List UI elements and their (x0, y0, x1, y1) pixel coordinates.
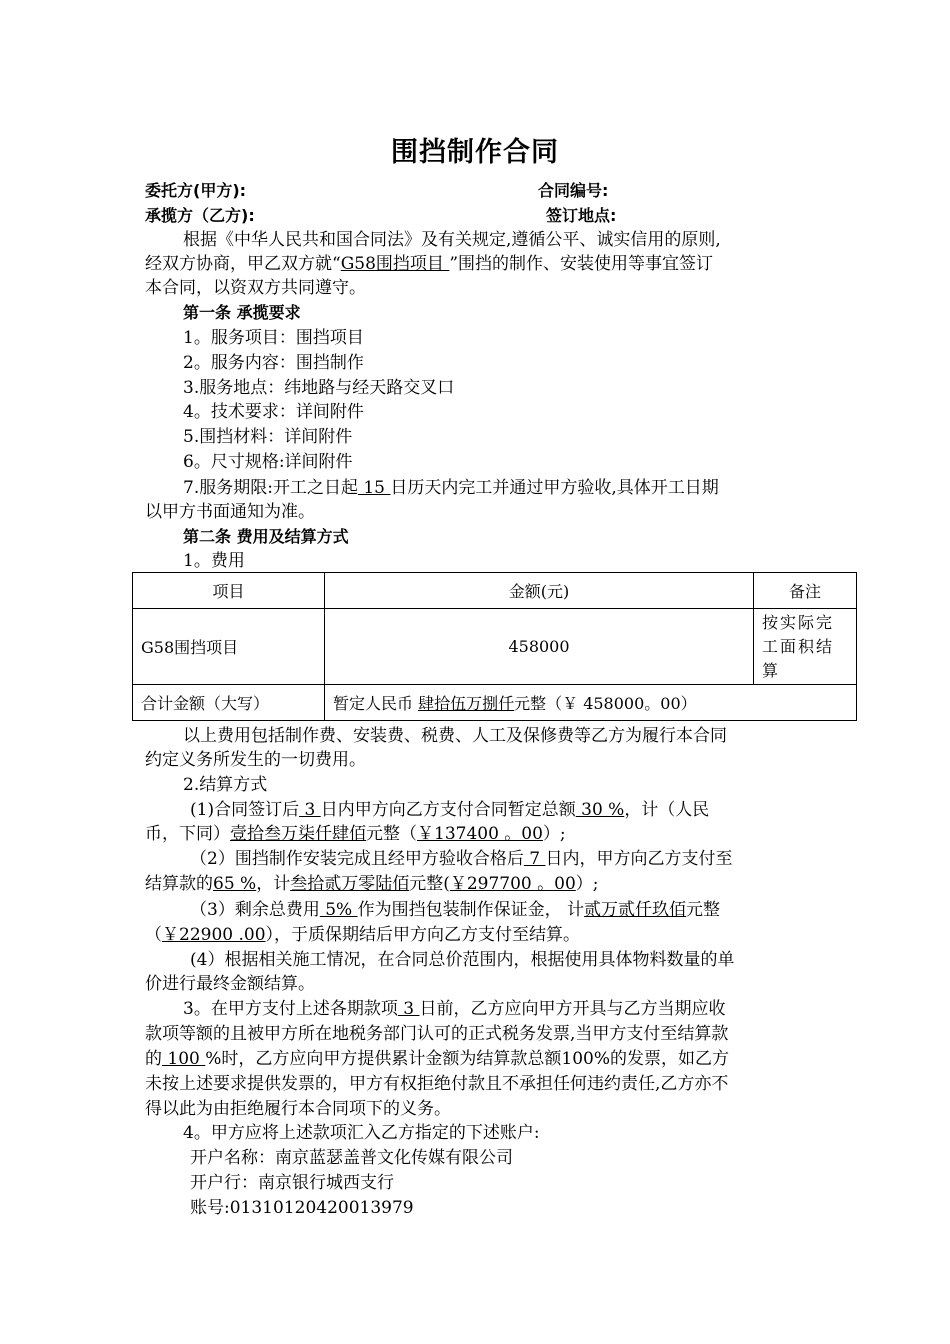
intro-text: ”围挡的制作、安装使用等事宜签订 (449, 254, 714, 274)
total-suffix: 元整（￥ 458000。00） (514, 694, 697, 713)
payment-days: 7 (523, 849, 546, 869)
article-1-item: 1。服务项目：围挡项目 (183, 328, 364, 348)
payment-text: （ (145, 925, 162, 945)
payment-percent: 30 % (575, 800, 625, 820)
table-header-cell: 备注 (754, 573, 857, 609)
article-2-heading: 第二条 费用及结算方式 (183, 527, 349, 546)
table-header-cell: 金额(元) (325, 573, 754, 609)
account-number: 账号:01310120420013979 (190, 1198, 414, 1218)
account-name: 开户名称：南京蓝瑟盖普文化传媒有限公司 (190, 1148, 513, 1168)
settlement-subheading: 2.结算方式 (183, 775, 268, 795)
article-1-item: 3.服务地点：纬地路与经天路交叉口 (183, 378, 455, 398)
table-cell-item: G58围挡项目 (133, 609, 325, 685)
payment-text: （3）剩余总费用 (190, 900, 320, 920)
service-period-cont: 以甲方书面通知为准。 (145, 502, 315, 522)
invoice-text: %时，乙方应向甲方提供累计金额为结算款总额100%的发票，如乙方 (205, 1049, 730, 1069)
document-title: 围挡制作合同 (391, 137, 559, 168)
invoice-clause-cont (145, 1047, 810, 1071)
total-amount (325, 685, 857, 721)
payment-text: 作为围挡包装制作保证金， 计 (357, 900, 585, 920)
payment-upper: 壹拾叁万柒仟肆佰 (230, 824, 366, 844)
invoice-clause-cont: 得以此为由拒绝履行本合同项下的义务。 (145, 1099, 451, 1119)
party-a-label: 委托方(甲方): (145, 181, 247, 200)
table-header-cell: 项目 (133, 573, 325, 609)
payment-text: 元整（ (366, 824, 417, 844)
payment-text: 结算款的 (145, 874, 213, 894)
payment-percent: 65 % (213, 874, 257, 894)
payment-2-cont (145, 872, 810, 896)
payment-text: 元整 (686, 900, 721, 920)
intro-line-3: 本合同，以资双方共同遵守。 (145, 278, 366, 298)
fee-subheading: 1。费用 (183, 551, 245, 571)
account-clause: 4。甲方应将上述款项汇入乙方指定的下述账户: (183, 1123, 540, 1143)
total-prefix: 暂定人民币 (333, 694, 419, 713)
intro-line-2 (145, 252, 810, 276)
article-1-item: 4。技术要求：详间附件 (183, 402, 364, 422)
payment-text: 日内甲方向乙方支付合同暂定总额 (320, 800, 576, 820)
total-upper: 肆拾伍万捌仟 (418, 694, 515, 713)
service-period (183, 476, 848, 500)
contract-number-label: 合同编号: (538, 181, 609, 200)
payment-3 (190, 898, 855, 922)
article-1-item: 5.围挡材料：详间附件 (183, 427, 353, 447)
payment-3-cont (145, 923, 810, 947)
invoice-text: 日前，乙方应向甲方开具与乙方当期应收 (419, 999, 726, 1019)
payment-amount: ￥22900 .00 (162, 925, 266, 945)
payment-2 (190, 847, 855, 871)
intro-line-1: 根据《中华人民共和国合同法》及有关规定,遵循公平、诚实信用的原则, (183, 230, 721, 250)
article-1-heading: 第一条 承揽要求 (183, 303, 301, 322)
payment-text: 日内，甲方向乙方支付至 (545, 849, 733, 869)
payment-text: （2）围挡制作安装完成且经甲方验收合格后 (190, 849, 524, 869)
payment-amount: ￥137400 。00 (417, 824, 543, 844)
invoice-days: 3 (397, 999, 420, 1019)
intro-text: 经双方协商，甲乙双方就“ (145, 254, 341, 274)
service-period-text: 日历天内完工并通过甲方验收,具体开工日期 (390, 478, 719, 498)
account-bank: 开户行：南京银行城西支行 (190, 1173, 394, 1193)
table-total-row (133, 685, 857, 721)
fee-note: 约定义务所发生的一切费用。 (145, 750, 366, 770)
invoice-text: 的 (145, 1049, 162, 1069)
payment-upper: 叁拾贰万零陆佰 (290, 874, 410, 894)
fee-note: 以上费用包括制作费、安装费、税费、人工及保修费等乙方为履行本合同 (183, 726, 727, 746)
payment-text: ，计（人民 (624, 800, 710, 820)
payment-text: ），于质保期结后甲方向乙方支付至结算。 (265, 925, 581, 945)
total-label: 合计金额（大写） (133, 685, 325, 721)
payment-text: (1)合同签订后 (190, 800, 300, 820)
payment-text: ，计 (256, 874, 291, 894)
table-cell-remark: 按实际完工面积结算 (754, 609, 857, 685)
invoice-percent: 100 (162, 1049, 206, 1069)
invoice-clause-cont: 款项等额的且被甲方所在地税务部门认可的正式税务发票,当甲方支付至结算款 (145, 1024, 729, 1044)
invoice-clause (183, 997, 848, 1021)
payment-text: 元整( (409, 874, 450, 894)
table-header-row (133, 573, 857, 609)
project-name: G58围挡项目 (340, 254, 450, 274)
table-cell-amount: 458000 (325, 609, 754, 685)
article-1-item: 2。服务内容：围挡制作 (183, 353, 364, 373)
article-1-item: 6。尺寸规格:详间附件 (183, 452, 353, 472)
payment-4: (4）根据相关施工情况，在合同总价范围内，根据使用具体物料数量的单 (190, 950, 735, 970)
service-period-text: 7.服务期限:开工之日起 (183, 478, 358, 498)
payment-upper: 贰万贰仟玖佰 (584, 900, 687, 920)
payment-amount: ￥297700 。00 (449, 874, 576, 894)
party-b-label: 承揽方（乙方): (145, 206, 255, 225)
table-row (133, 609, 857, 685)
payment-text: 币，下同） (145, 824, 230, 844)
payment-percent: 5% (319, 900, 358, 920)
service-period-days: 15 (357, 478, 391, 498)
payment-1 (190, 798, 855, 822)
invoice-text: 3。在甲方支付上述各期款项 (183, 999, 398, 1019)
payment-1-cont (145, 822, 810, 846)
invoice-clause-cont: 未按上述要求提供发票的，甲方有权拒绝付款且不承担任何违约责任,乙方亦不 (145, 1074, 729, 1094)
payment-text: ）; (575, 874, 599, 894)
sign-place-label: 签订地点: (546, 206, 617, 225)
payment-4-cont: 价进行最终金额结算。 (145, 974, 315, 994)
payment-days: 3 (299, 800, 321, 820)
payment-text: ）; (542, 824, 566, 844)
fee-table (132, 572, 857, 721)
